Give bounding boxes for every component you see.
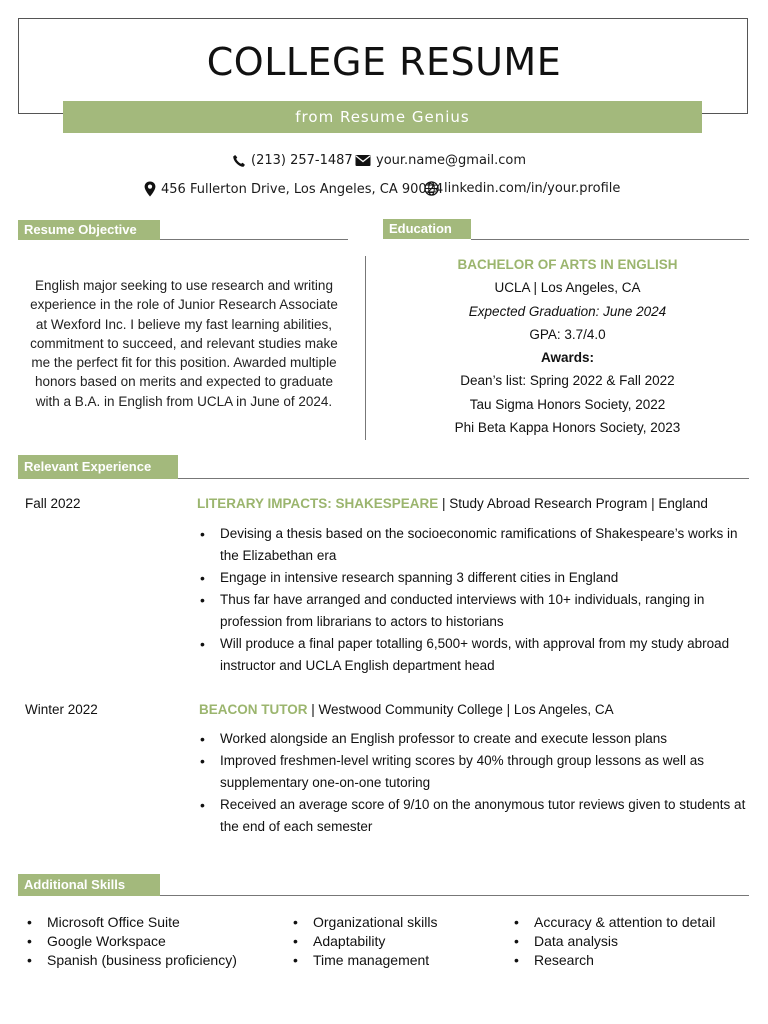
list-item: • Adaptability <box>291 932 491 951</box>
linkedin-text: linkedin.com/in/your.profile <box>444 181 621 196</box>
list-item: • Google Workspace <box>25 932 275 951</box>
list-item: • Time management <box>291 951 491 970</box>
list-item: • Improved freshmen-level writing scores by 40% through group lessons as well as supplementary one-on-one tutoring <box>198 750 760 794</box>
email-text: your.name@gmail.com <box>376 153 527 168</box>
education-heading: Education <box>389 221 452 236</box>
skills-header-rule <box>160 895 749 896</box>
list-item: • Devising a thesis based on the socioeconomic ramifications of Shakespeare’s works in the Elizabethan era <box>198 523 760 567</box>
list-item: • Organizational skills <box>291 913 491 932</box>
envelope-icon <box>355 154 371 167</box>
phone-icon <box>232 154 246 168</box>
map-pin-icon <box>144 181 156 197</box>
graduation-date: Expected Graduation: June 2024 <box>468 303 667 319</box>
experience-heading-line <box>199 702 759 717</box>
list-item: • Microsoft Office Suite <box>25 913 275 932</box>
contact-phone <box>232 153 353 168</box>
objective-heading: Resume Objective <box>24 222 137 237</box>
objective-header-rule <box>160 239 348 240</box>
list-item: • Research <box>512 951 752 970</box>
gpa: GPA: 3.7/4.0 <box>529 326 606 342</box>
school: UCLA | Los Angeles, CA <box>494 280 641 296</box>
globe-icon <box>424 181 439 196</box>
resume-title: COLLEGE RESUME <box>206 40 562 84</box>
award-item: Dean’s list: Spring 2022 & Fall 2022 <box>460 373 675 389</box>
job-detail: | Study Abroad Research Program | England <box>438 496 708 511</box>
awards-label: Awards: <box>540 350 595 366</box>
job-detail: | Westwood Community College | Los Angeles, CA <box>307 702 614 717</box>
experience-date: Winter 2022 <box>25 702 98 717</box>
list-item: • Worked alongside an English professor to create and execute lesson plans <box>198 728 760 750</box>
list-item: • Accuracy & attention to detail <box>512 913 752 932</box>
list-item: • Will produce a final paper totalling 6,500+ words, with approval from my study abroad instructor and UCLA English department head <box>198 633 760 677</box>
experience-heading-line <box>197 496 757 511</box>
list-item: • Engage in intensive research spanning 3 different cities in England <box>198 567 760 589</box>
skills-column-2 <box>291 913 491 970</box>
award-item: Tau Sigma Honors Society, 2022 <box>469 396 666 412</box>
skills-column-1 <box>25 913 275 970</box>
experience-date: Fall 2022 <box>25 496 81 511</box>
list-item: • Received an average score of 9/10 on the anonymous tutor reviews given to students at the end of each semester <box>198 794 760 838</box>
award-item: Phi Beta Kappa Honors Society, 2023 <box>454 420 681 436</box>
list-item: • Thus far have arranged and conducted interviews with 10+ individuals, ranging in profession from librarians to actors to historians <box>198 589 760 633</box>
job-title: LITERARY IMPACTS: SHAKESPEARE <box>197 496 439 511</box>
list-item: • Spanish (business proficiency) <box>25 951 275 970</box>
job-title: BEACON TUTOR <box>199 702 308 717</box>
objective-text: English major seeking to use research and writing experience in the role of Junior Research Associate at Wexford Inc. I believe my fast learning abilities, commitment to succeed, and relevant studies make me the perfect fit for this position. Awarded multiple honors based on merits and expected to graduate with a B.A. in English from UCLA in June of 2024. <box>30 278 338 409</box>
contact-email[interactable] <box>355 153 526 168</box>
education-block <box>390 253 745 439</box>
experience-header-rule <box>178 478 749 479</box>
skills-column-3 <box>512 913 752 970</box>
list-item: • Data analysis <box>512 932 752 951</box>
address-text: 456 Fullerton Drive, Los Angeles, CA 90024 <box>161 181 444 197</box>
degree: BACHELOR OF ARTS IN ENGLISH <box>457 257 678 272</box>
phone-text: (213) 257-1487 <box>251 153 353 168</box>
skills-heading: Additional Skills <box>24 877 126 892</box>
column-divider <box>365 256 366 440</box>
contact-address <box>144 181 443 197</box>
experience-heading: Relevant Experience <box>24 459 152 474</box>
resume-subtitle: from Resume Genius <box>295 108 470 126</box>
contact-linkedin[interactable] <box>424 181 620 196</box>
experience-bullets <box>198 728 760 838</box>
experience-bullets <box>198 523 760 677</box>
education-header-rule <box>471 239 749 240</box>
